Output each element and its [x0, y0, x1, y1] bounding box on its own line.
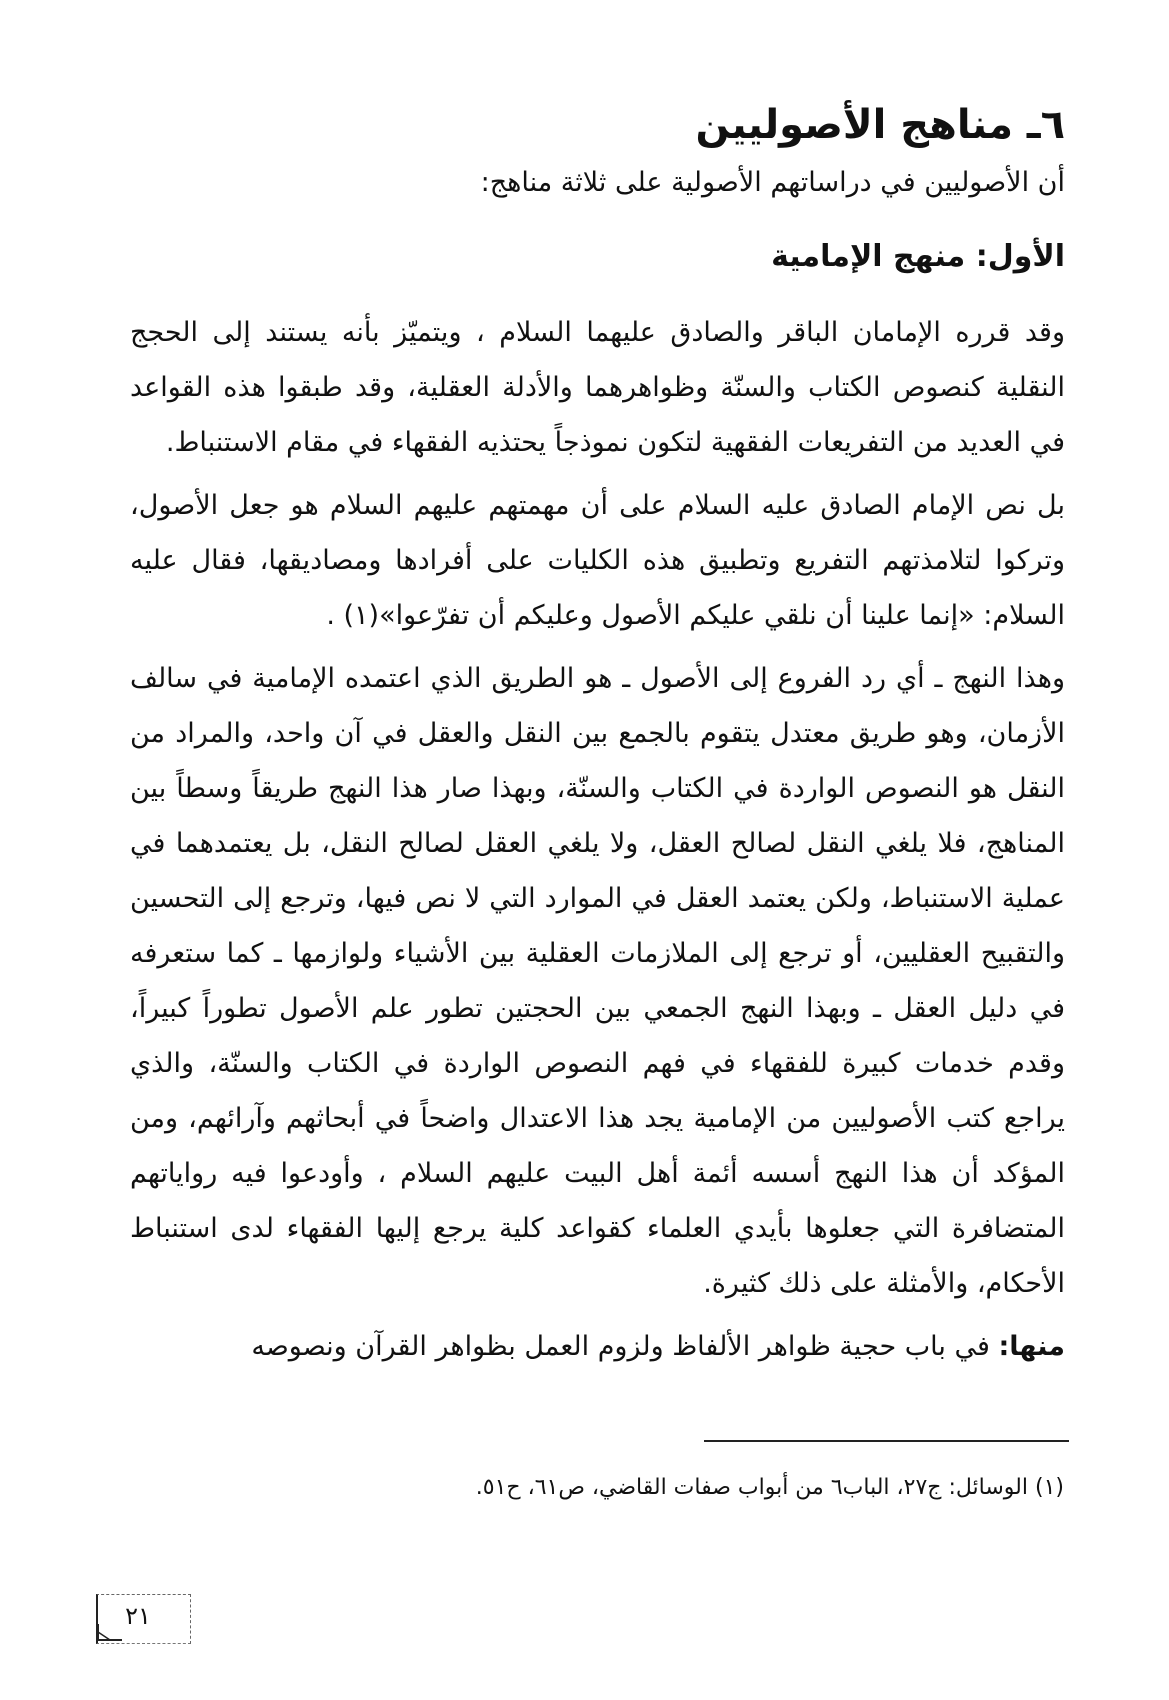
footnote-divider	[704, 1440, 1069, 1442]
last-paragraph	[130, 1319, 1065, 1374]
paragraph-lead: منها:	[998, 1331, 1065, 1362]
footnote: (١) الوسائل: ج٢٧، الباب٦ من أبواب صفات القاضي، ص٦١، ح٥١.	[475, 1475, 1064, 1500]
paragraph-text: في باب حجية ظواهر الألفاظ ولزوم العمل بظواهر القرآن ونصوصه	[251, 1331, 999, 1362]
page-number: ٢١	[125, 1602, 151, 1630]
paragraph: وقد قرره الإمامان الباقر والصادق عليهما السلام ، ويتميّز بأنه يستند إلى الحجج النقلية كنصوص الكتاب والسنّة وظواهرهما والأدلة العقلية، وقد طبقوا هذه القواعد في العديد من التفريعات الفقهية لتكون نموذجاً يحتذيه الفقهاء في مقام الاستنباط.	[130, 317, 1065, 458]
section-title: ٦ـ مناهج الأصوليين	[695, 102, 1065, 148]
paragraph: بل نص الإمام الصادق عليه السلام على أن مهمتهم عليهم السلام هو جعل الأصول، وتركوا لتلامذتهم التفريع وتطبيق هذه الكليات على أفرادها ومصاديقها، فقال عليه السلام: «إنما علينا أن نلقي عليكم الأصول وعليكم أن تفرّعوا»(١) .	[130, 490, 1065, 631]
paragraph: وهذا النهج ـ أي رد الفروع إلى الأصول ـ هو الطريق الذي اعتمده الإمامية في سالف الأزمان، وهو طريق معتدل يتقوم بالجمع بين النقل والعقل في آن واحد، والمراد من النقل هو النصوص الواردة في الكتاب والسنّة، وبهذا صار هذا النهج طريقاً وسطاً بين المناهج، فلا يلغي النقل لصالح العقل، ولا يلغي العقل لصالح النقل، بل يعتمدهما في عملية الاستنباط، ولكن يعتمد العقل في الموارد التي لا نص فيها، وترجع إلى التحسين والتقبيح العقليين، أو ترجع إلى الملازمات العقلية بين الأشياء ولوازمها ـ كما ستعرفه في دليل العقل ـ وبهذا النهج الجمعي بين الحجتين تطور علم الأصول تطوراً كبيراً، وقدم خدمات كبيرة للفقهاء في فهم النصوص الواردة في الكتاب والسنّة، والذي يراجع كتب الأصوليين من الإمامية يجد هذا الاعتدال واضحاً في أبحاثهم وآرائهم، ومن المؤكد أن هذا النهج أسسه أئمة أهل البيت عليهم السلام ، وأودعوا فيه رواياتهم المتضافرة التي جعلوها بأيدي العلماء كقواعد كلية يرجع إليها الفقهاء لدى استنباط الأحكام، والأمثلة على ذلك كثيرة.	[130, 663, 1065, 1299]
subheading: الأول: منهج الإمامية	[771, 239, 1065, 274]
page-body	[130, 95, 1065, 1382]
intro-text: أن الأصوليين في دراساتهم الأصولية على ثلاثة مناهج:	[480, 167, 1065, 198]
